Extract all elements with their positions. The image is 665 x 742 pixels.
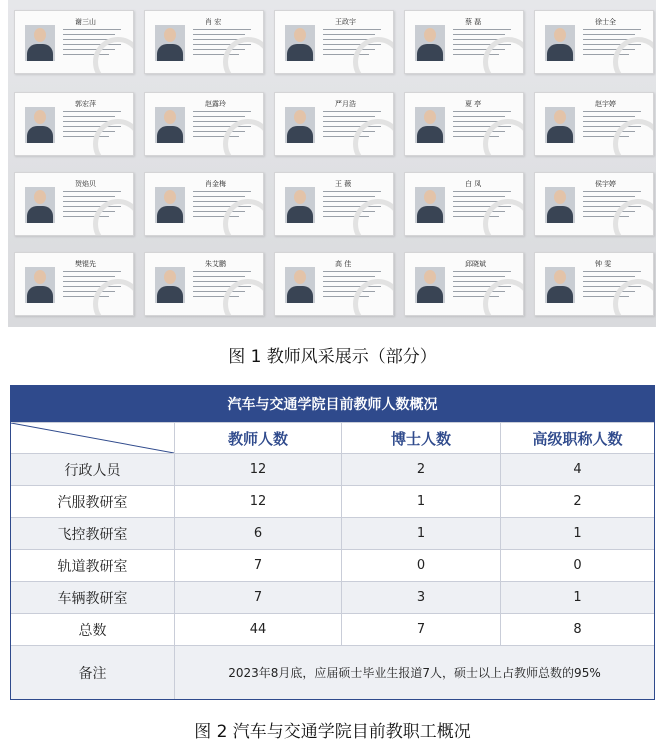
header-senior: 高级职称人数 (532, 429, 623, 448)
bio-text-line (323, 196, 375, 197)
bio-text-line (323, 121, 369, 122)
table-note-row (11, 645, 654, 699)
bio-text-line (453, 281, 499, 282)
teacher-portrait (415, 187, 445, 223)
bio-text-line (63, 111, 121, 112)
teacher-name: 郭宏萍 (75, 100, 96, 108)
bio-text-line (583, 34, 635, 35)
phd-count: 3 (342, 582, 501, 613)
card-logo-swirl (353, 119, 394, 156)
teacher-name: 邱晓斌 (465, 260, 486, 268)
teachers-count: 6 (175, 518, 342, 549)
card-logo-swirl (353, 37, 394, 74)
bio-text-line (453, 34, 505, 35)
phd-count: 7 (342, 614, 501, 645)
bio-text-line (63, 191, 121, 192)
card-logo-swirl (613, 37, 654, 74)
teachers-count: 7 (175, 582, 342, 613)
bio-text-line (323, 111, 381, 112)
row-label: 汽服教研室 (11, 486, 175, 517)
bio-text-line (583, 121, 629, 122)
bio-text-line (193, 34, 245, 35)
teacher-name: 王 薇 (335, 180, 352, 188)
bio-text-line (453, 116, 505, 117)
teacher-card (14, 252, 134, 316)
bio-text-line (193, 121, 239, 122)
teacher-card (14, 10, 134, 74)
bio-text-line (193, 201, 239, 202)
card-logo-swirl (223, 119, 264, 156)
teacher-portrait (25, 25, 55, 61)
bio-text-line (323, 281, 369, 282)
table-row (11, 549, 654, 581)
bio-text-line (583, 39, 629, 40)
bio-text-line (323, 116, 375, 117)
bio-text-line (63, 201, 109, 202)
card-logo-swirl (353, 199, 394, 236)
bio-text-line (63, 121, 109, 122)
header-corner-cell (11, 423, 175, 453)
bio-text-line (583, 271, 641, 272)
table-title: 汽车与交通学院目前教师人数概况 (11, 386, 654, 422)
row-label: 飞控教研室 (11, 518, 175, 549)
teacher-portrait (155, 187, 185, 223)
bio-text-line (193, 111, 251, 112)
teacher-card (144, 92, 264, 156)
teachers-count: 12 (175, 454, 342, 485)
bio-text-line (63, 271, 121, 272)
teacher-name: 侯宇婷 (595, 180, 616, 188)
teacher-portrait (155, 107, 185, 143)
bio-text-line (453, 29, 511, 30)
row-label: 总数 (11, 614, 175, 645)
phd-count: 0 (342, 550, 501, 581)
bio-text-line (323, 276, 375, 277)
card-logo-swirl (613, 279, 654, 316)
teacher-photo-wall (8, 0, 656, 327)
bio-text-line (453, 201, 499, 202)
phd-count: 1 (342, 518, 501, 549)
card-logo-swirl (353, 279, 394, 316)
header-phd: 博士人数 (342, 423, 501, 453)
bio-text-line (583, 276, 635, 277)
bio-text-line (323, 201, 369, 202)
teacher-name: 贺焰贝 (75, 180, 96, 188)
card-logo-swirl (223, 37, 264, 74)
bio-text-line (63, 196, 115, 197)
bio-text-line (193, 276, 245, 277)
bio-text-line (63, 116, 115, 117)
card-logo-swirl (93, 199, 134, 236)
card-logo-swirl (613, 119, 654, 156)
bio-text-line (193, 116, 245, 117)
teacher-portrait (25, 107, 55, 143)
card-logo-swirl (613, 199, 654, 236)
figure-1-caption: 图 1 教师风采展示（部分） (228, 347, 437, 367)
bio-text-line (453, 191, 511, 192)
bio-text-line (63, 39, 109, 40)
teacher-card (274, 10, 394, 74)
note-label: 备注 (11, 646, 175, 699)
teacher-name: 樊锟先 (75, 260, 96, 268)
senior-count: 1 (573, 590, 582, 605)
teacher-card (144, 172, 264, 236)
teacher-card (144, 252, 264, 316)
senior-count: 8 (573, 622, 582, 637)
teacher-name: 蔡 磊 (465, 18, 482, 26)
teacher-card (534, 92, 654, 156)
teacher-name: 夏 亭 (465, 100, 482, 108)
teacher-name: 白 凤 (465, 180, 482, 188)
teacher-portrait (285, 107, 315, 143)
bio-text-line (193, 39, 239, 40)
teacher-name: 谢三山 (75, 18, 96, 26)
bio-text-line (583, 111, 641, 112)
table-row (11, 517, 654, 549)
card-logo-swirl (483, 199, 524, 236)
row-label: 车辆教研室 (11, 582, 175, 613)
table-row (11, 581, 654, 613)
teacher-name: 赵宇婷 (595, 100, 616, 108)
row-label: 行政人员 (11, 454, 175, 485)
teacher-card (404, 92, 524, 156)
diagonal-line (11, 423, 174, 453)
bio-text-line (193, 29, 251, 30)
card-logo-swirl (483, 119, 524, 156)
teacher-name: 肖金梅 (205, 180, 226, 188)
bio-text-line (193, 191, 251, 192)
teacher-card (534, 10, 654, 74)
teacher-card (404, 252, 524, 316)
senior-count: 2 (573, 494, 582, 509)
teacher-card (14, 172, 134, 236)
teacher-portrait (285, 267, 315, 303)
table-row (11, 485, 654, 517)
bio-text-line (453, 196, 505, 197)
header-teachers: 教师人数 (175, 423, 342, 453)
table-header-row (11, 422, 654, 453)
bio-text-line (193, 281, 239, 282)
card-logo-swirl (93, 37, 134, 74)
bio-text-line (453, 271, 511, 272)
bio-text-line (453, 39, 499, 40)
card-logo-swirl (483, 279, 524, 316)
bio-text-line (453, 111, 511, 112)
teacher-name: 钟 雯 (595, 260, 612, 268)
bio-text-line (193, 271, 251, 272)
teachers-count: 12 (175, 486, 342, 517)
teacher-card (274, 172, 394, 236)
bio-text-line (583, 29, 641, 30)
teacher-card (404, 10, 524, 74)
bio-text-line (583, 196, 635, 197)
teacher-name: 肖 宏 (205, 18, 222, 26)
teacher-portrait (25, 187, 55, 223)
teacher-card (404, 172, 524, 236)
card-logo-swirl (93, 279, 134, 316)
figure-2-caption: 图 2 汽车与交通学院目前教职工概况 (194, 722, 471, 742)
bio-text-line (453, 121, 499, 122)
teacher-name: 徐士全 (595, 18, 616, 26)
teachers-count: 44 (175, 614, 342, 645)
bio-text-line (583, 191, 641, 192)
phd-count: 1 (342, 486, 501, 517)
teacher-portrait (155, 25, 185, 61)
senior-count: 0 (573, 558, 582, 573)
teacher-portrait (155, 267, 185, 303)
teacher-card (144, 10, 264, 74)
teacher-name: 朱艾鹏 (205, 260, 226, 268)
bio-text-line (323, 29, 381, 30)
note-text: 2023年8月底，应届硕士毕业生报道7人，硕士以上占教师总数的95% (228, 666, 601, 680)
teacher-portrait (545, 267, 575, 303)
teacher-card (534, 252, 654, 316)
teacher-portrait (25, 267, 55, 303)
bio-text-line (583, 201, 629, 202)
bio-text-line (323, 271, 381, 272)
bio-text-line (323, 191, 381, 192)
teacher-portrait (545, 25, 575, 61)
teacher-portrait (415, 25, 445, 61)
phd-count: 2 (342, 454, 501, 485)
bio-text-line (323, 34, 375, 35)
teacher-count-table (10, 385, 655, 700)
teacher-card (274, 92, 394, 156)
bio-text-line (323, 39, 369, 40)
teacher-card (534, 172, 654, 236)
teacher-name: 赵露玲 (205, 100, 226, 108)
teacher-name: 严月浩 (335, 100, 356, 108)
teacher-portrait (415, 107, 445, 143)
table-row (11, 453, 654, 485)
bio-text-line (193, 196, 245, 197)
teacher-portrait (285, 187, 315, 223)
senior-count: 1 (573, 526, 582, 541)
teachers-count: 7 (175, 550, 342, 581)
senior-count: 4 (573, 462, 582, 477)
bio-text-line (453, 276, 505, 277)
bio-text-line (63, 281, 109, 282)
teacher-name: 高 佳 (335, 260, 352, 268)
card-logo-swirl (223, 279, 264, 316)
bio-text-line (583, 281, 629, 282)
table-row (11, 613, 654, 645)
teacher-name: 王政宇 (335, 18, 356, 26)
teacher-card (14, 92, 134, 156)
bio-text-line (63, 276, 115, 277)
teacher-portrait (285, 25, 315, 61)
card-logo-swirl (223, 199, 264, 236)
card-logo-swirl (93, 119, 134, 156)
teacher-portrait (545, 187, 575, 223)
teacher-portrait (415, 267, 445, 303)
teacher-card (274, 252, 394, 316)
card-logo-swirl (483, 37, 524, 74)
bio-text-line (63, 34, 115, 35)
row-label: 轨道教研室 (11, 550, 175, 581)
bio-text-line (63, 29, 121, 30)
bio-text-line (583, 116, 635, 117)
teacher-portrait (545, 107, 575, 143)
